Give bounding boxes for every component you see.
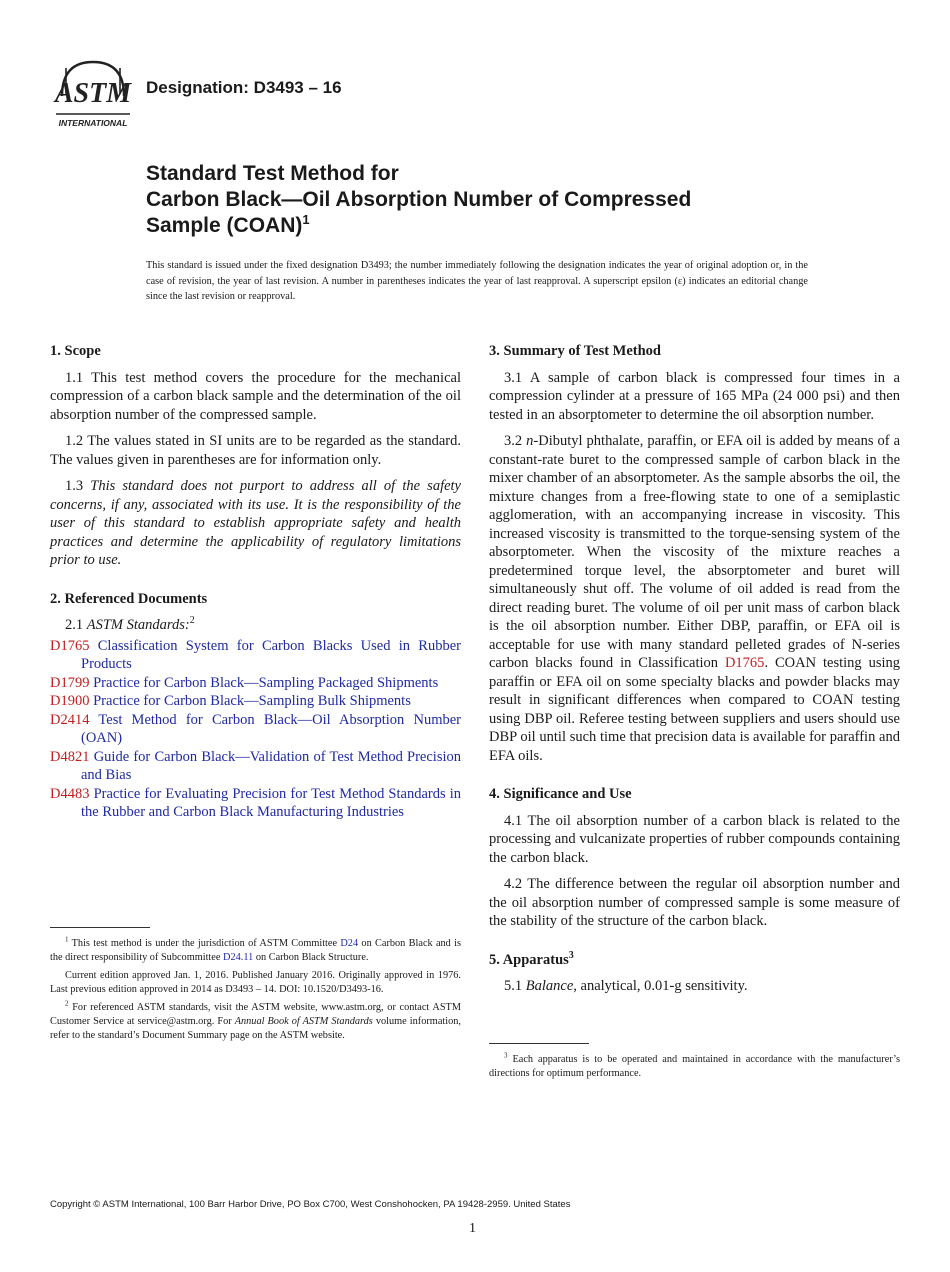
- title-footnote-ref[interactable]: 1: [302, 212, 310, 227]
- right-column: [489, 342, 900, 1016]
- left-column: [50, 342, 461, 842]
- svg-text:ASTM: ASTM: [54, 78, 132, 109]
- reference-item[interactable]: D2414 Test Method for Carbon Black—Oil Absorption Number (OAN): [50, 711, 462, 746]
- copyright-notice: Copyright © ASTM International, 100 Barr Harbor Drive, PO Box C700, West Conshohocken, PA 19428-2959. United States: [50, 1199, 571, 1210]
- paragraph-4-1: 4.1 The oil absorption number of a carbon black is related to the processing and vulcanizate properties of rubber compounds containing the carbon black.: [489, 812, 900, 866]
- footnote-3: $^3$ Each apparatus is to be operated and maintained in accordance with the manufacturer’s directions for optimum performance.: [489, 1051, 901, 1079]
- paragraph-3-1: 3.1 A sample of carbon black is compressed four times in a compression cylinder at a pressure of 165 MPa (24 000 psi) and then tested in an absorptometer to determine the oil absorption number.: [489, 369, 900, 423]
- subcommittee-link[interactable]: D24.11: [223, 952, 254, 963]
- section-heading: 5. Apparatus$^3$: [489, 949, 574, 968]
- paragraph-5-1: 5.1 Balance, analytical, 0.01-g sensitivity.: [504, 978, 748, 994]
- title-line-2: Carbon Black—Oil Absorption Number of Compressed: [146, 188, 692, 211]
- document-title: [146, 161, 866, 239]
- preamble: This standard is issued under the fixed designation D3493; the number immediately following the designation indicates the year of original adoption or, in the case of revision, the year of last revision. A number in parentheses indicates the year of last reapproval. A superscript epsilon (ε) indicates an editorial change since the last revision or reapproval.: [146, 260, 808, 302]
- footnote-1: $^1$ This test method is under the jurisdiction of ASTM Committee D24 on Carbon Black and is the direct responsibility of Subcommittee D24.11 on Carbon Black Structure.: [50, 935, 462, 963]
- paragraph-1-1: 1.1 This test method covers the procedure for the mechanical compression of a carbon black sample and the determination of the oil absorption number of the compressed sample.: [50, 369, 461, 423]
- astm-logo: [52, 56, 134, 132]
- svg-text:INTERNATIONAL: INTERNATIONAL: [58, 118, 128, 128]
- classification-link[interactable]: D1765: [724, 655, 765, 671]
- section-heading: 1. Scope: [50, 343, 101, 359]
- paragraph-1-2: 1.2 The values stated in SI units are to be regarded as the standard. The values given in parentheses are for information only.: [50, 433, 461, 468]
- reference-item[interactable]: D1799 Practice for Carbon Black—Sampling Packaged Shipments: [50, 674, 439, 691]
- reference-item[interactable]: D4483 Practice for Evaluating Precision for Test Method Standards in the Rubber and Carbon Black Manufacturing Industries: [50, 785, 461, 820]
- section-heading: 3. Summary of Test Method: [489, 343, 661, 359]
- reference-item[interactable]: D4821 Guide for Carbon Black—Validation of Test Method Precision and Bias: [50, 748, 461, 783]
- footnote-1-edition: Current edition approved Jan. 1, 2016. Published January 2016. Originally approved in 1976. Last previous edition approved in 2014 as D3493 – 14. DOI: 10.1520/D3493-16.: [50, 970, 461, 995]
- paragraph-4-2: 4.2 The difference between the regular oil absorption number and the oil absorption number of compressed sample is some measure of the stability of the structure of the carbon black.: [489, 876, 900, 929]
- footnote-2: $^2$ For referenced ASTM standards, visit the ASTM website, www.astm.org, or contact ASTM Customer Service at service@astm.org. For Annual Book of ASTM Standards volume information, refer to the standard’s Document Summary page on the ASTM website.: [50, 999, 462, 1041]
- page-number: 1: [469, 1221, 476, 1236]
- paragraph-2-1: 2.1 ASTM Standards:$^2$: [65, 615, 195, 633]
- footnote-rule: [489, 1043, 589, 1044]
- paragraph-1-3: 1.3 This standard does not purport to address all of the safety concerns, if any, associated with its use. It is the responsibility of the user of this standard to establish appropriate safety and health practices and determine the applicability of regulatory limitations prior to use.: [50, 478, 461, 568]
- committee-link[interactable]: D24: [340, 938, 359, 949]
- title-line-3: Sample (COAN)$^1$: [146, 212, 310, 237]
- footnotes-left: [50, 937, 461, 1047]
- section-scope: [50, 342, 461, 570]
- designation: Designation: D3493 – 16: [146, 78, 342, 97]
- title-line-1: Standard Test Method for: [146, 162, 399, 185]
- reference-item[interactable]: D1765 Classification System for Carbon Blacks Used in Rubber Products: [50, 637, 461, 672]
- section-significance: [489, 785, 900, 931]
- section-referenced-documents: [50, 590, 461, 822]
- section-heading: 4. Significance and Use: [489, 786, 632, 802]
- footnotes-right: [489, 1053, 900, 1085]
- section-heading: 2. Referenced Documents: [50, 590, 208, 607]
- footnote-rule: [50, 927, 150, 928]
- section-apparatus: [489, 951, 900, 996]
- reference-item[interactable]: D1900 Practice for Carbon Black—Sampling Bulk Shipments: [50, 693, 411, 709]
- section-summary: [489, 342, 900, 765]
- paragraph-3-2: 3.2 n-Dibutyl phthalate, paraffin, or EFA oil is added by means of a constant-rate buret to the compressed sample of carbon black in the mixer chamber of an absorptometer. As the sample absorbs the oil, the mixture changes from a free-flowing state to one of a semiplastic agglomeration, with an accompanying increase in viscosity. This increased viscosity is transmitted to the torque-sensing system of the absorptometer. When the viscosity of the mixture reaches a predetermined torque level, the absorptometer and buret will simultaneously shut off. The volume of oil added is read from the direct reading buret. The volume of oil per unit mass of carbon black is the oil absorption number. Either DBP, paraffin, or EFA oil is acceptable for use with many standard pelleted grades of N-series carbon blacks found in Classification D1765. COAN testing using paraffin or EFA oil on some specialty blacks and powder blacks may result in significant differences when compared to COAN testing using DBP oil. Referee testing between suppliers and users should use DBP oil until such time that precision data is available for paraffin and EFA oils.: [489, 433, 901, 764]
